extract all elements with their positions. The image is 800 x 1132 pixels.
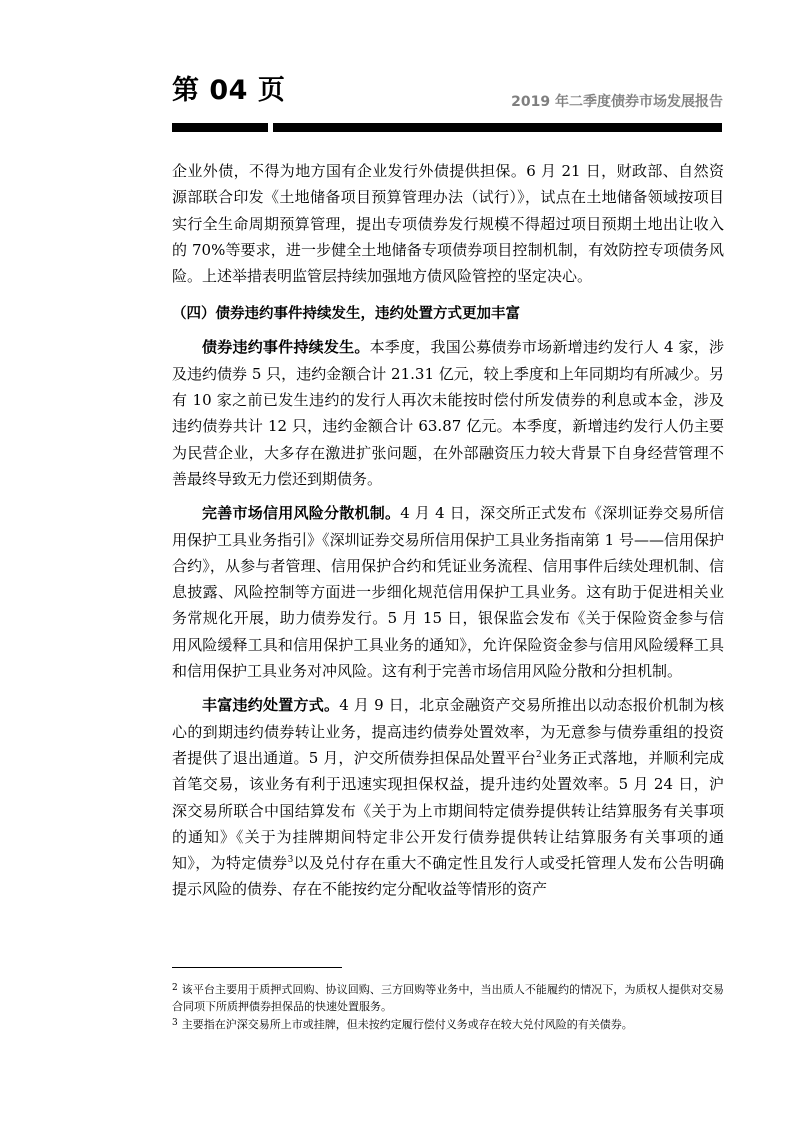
paragraph-text: 4 月 4 日，深交所正式发布《深圳证券交易所信用保护工具业务指引》《深圳证券交易所信用保护工具业务指南第 1 号——信用保护合约》，从参与者管理、信用保护合约和凭证业务流程、信用事件后续处理机制、信息披露、风险控制等方面进一步细化规范信用保护工具业务。这有助于促进相关业务常规化开展，助力债券发行。5 月 15 日，银保监会发布《关于保险资金参与信用风险缓释工具和信用保护工具业务的通知》，允许保险资金参与信用风险缓释工具和信用保护工具业务对冲风险。这有利于完善市场信用风险分散和分担机制。 (172, 504, 724, 681)
paragraph-text: 本季度，我国公募债券市场新增违约发行人 4 家，涉及违约债券 5 只，违约金额合计 21.31 亿元，较上季度和上年同期均有所减少。另有 10 家之前已发生违约的发行人再次未能按时偿付所发债券的利息或本金，涉及违约债券共计 12 只，违约金额合计 63.87 亿元。本季度，新增违约发行人仍主要为民营企业，大多存在激进扩张问题，在外部融资压力较大背景下自身经营管理不善最终导致无力偿还到期债务。 (172, 338, 724, 488)
report-title: 2019 年二季度债券市场发展报告 (511, 94, 723, 110)
footnote-2 (172, 980, 724, 1015)
footnote-3 (172, 1015, 724, 1033)
footnotes (172, 980, 724, 1033)
header-bar-right (273, 123, 722, 132)
footnote-text: 主要指在沪深交易所上市或挂牌，但未按约定履行偿付义务或存在较大兑付风险的有关债券。 (181, 1018, 633, 1031)
paragraph-local-debt: 企业外债，不得为地方国有企业发行外债提供担保。6 月 21 日，财政部、自然资源部联合印发《土地储备项目预算管理办法（试行）》，试点在土地储备领域按项目实行全生命周期预算管理，提出专项债券发行规模不得超过项目预期土地出让收入的 70%等要求，进一步健全土地储备专项债券项目控制机制，有效防控专项债务风险。上述举措表明监管层持续加强地方债风险管控的坚定决心。 (172, 162, 724, 286)
header-bar-left (172, 123, 268, 132)
paragraph-lead: 丰富违约处置方式。 (202, 696, 340, 715)
paragraph-default-disposal (172, 692, 724, 902)
paragraph-text: 4 月 9 日，北京金融资产交易所推出以动态报价机制为核心的到期违约债券转让业务，提高违约债券处置效率，为无意参与债券重组的投资者提供了退出通道。5 月，沪交所债券担保品处置平台 (172, 696, 724, 767)
footnote-text: 该平台主要用于质押式回购、协议回购、三方回购等业务中，当出质人不能履约的情况下，为质权人提供对交易合同项下所质押债券担保品的快速处置服务。 (172, 983, 724, 1013)
paragraph-lead: 完善市场信用风险分散机制。 (202, 504, 401, 523)
footnote-ref-3[interactable]: 3 (287, 855, 294, 866)
footnote-mark: 3 (172, 1018, 178, 1028)
section-heading: （四）债券违约事件持续发生，违约处置方式更加丰富 (172, 306, 520, 323)
page-number: 第 04 页 (172, 75, 286, 106)
main-content (172, 158, 724, 903)
paragraph-lead: 债券违约事件持续发生。 (202, 338, 370, 357)
paragraph-text: 以及兑付存在重大不确定性且发行人或受托管理人发布公告明确提示风险的债券、存在不能按约定分配收益等情形的资产 (172, 854, 724, 899)
paragraph-default-events (172, 334, 724, 492)
paragraph-text: 业务正式落地，并顺利完成首笔交易，该业务有利于迅速实现担保权益，提升违约处置效率。5 月 24 日，沪深交易所联合中国结算发布《关于为上市期间特定债券提供转让结算服务有关事项的通知》《关于为挂牌期间特定非公开发行债券提供转让结算服务有关事项的通知》，为特定债券 (172, 748, 724, 873)
footnote-mark: 2 (172, 983, 178, 993)
footnote-ref-2[interactable]: 2 (535, 749, 542, 760)
paragraph-credit-risk-mechanism (172, 500, 724, 684)
footnote-divider (172, 967, 342, 968)
